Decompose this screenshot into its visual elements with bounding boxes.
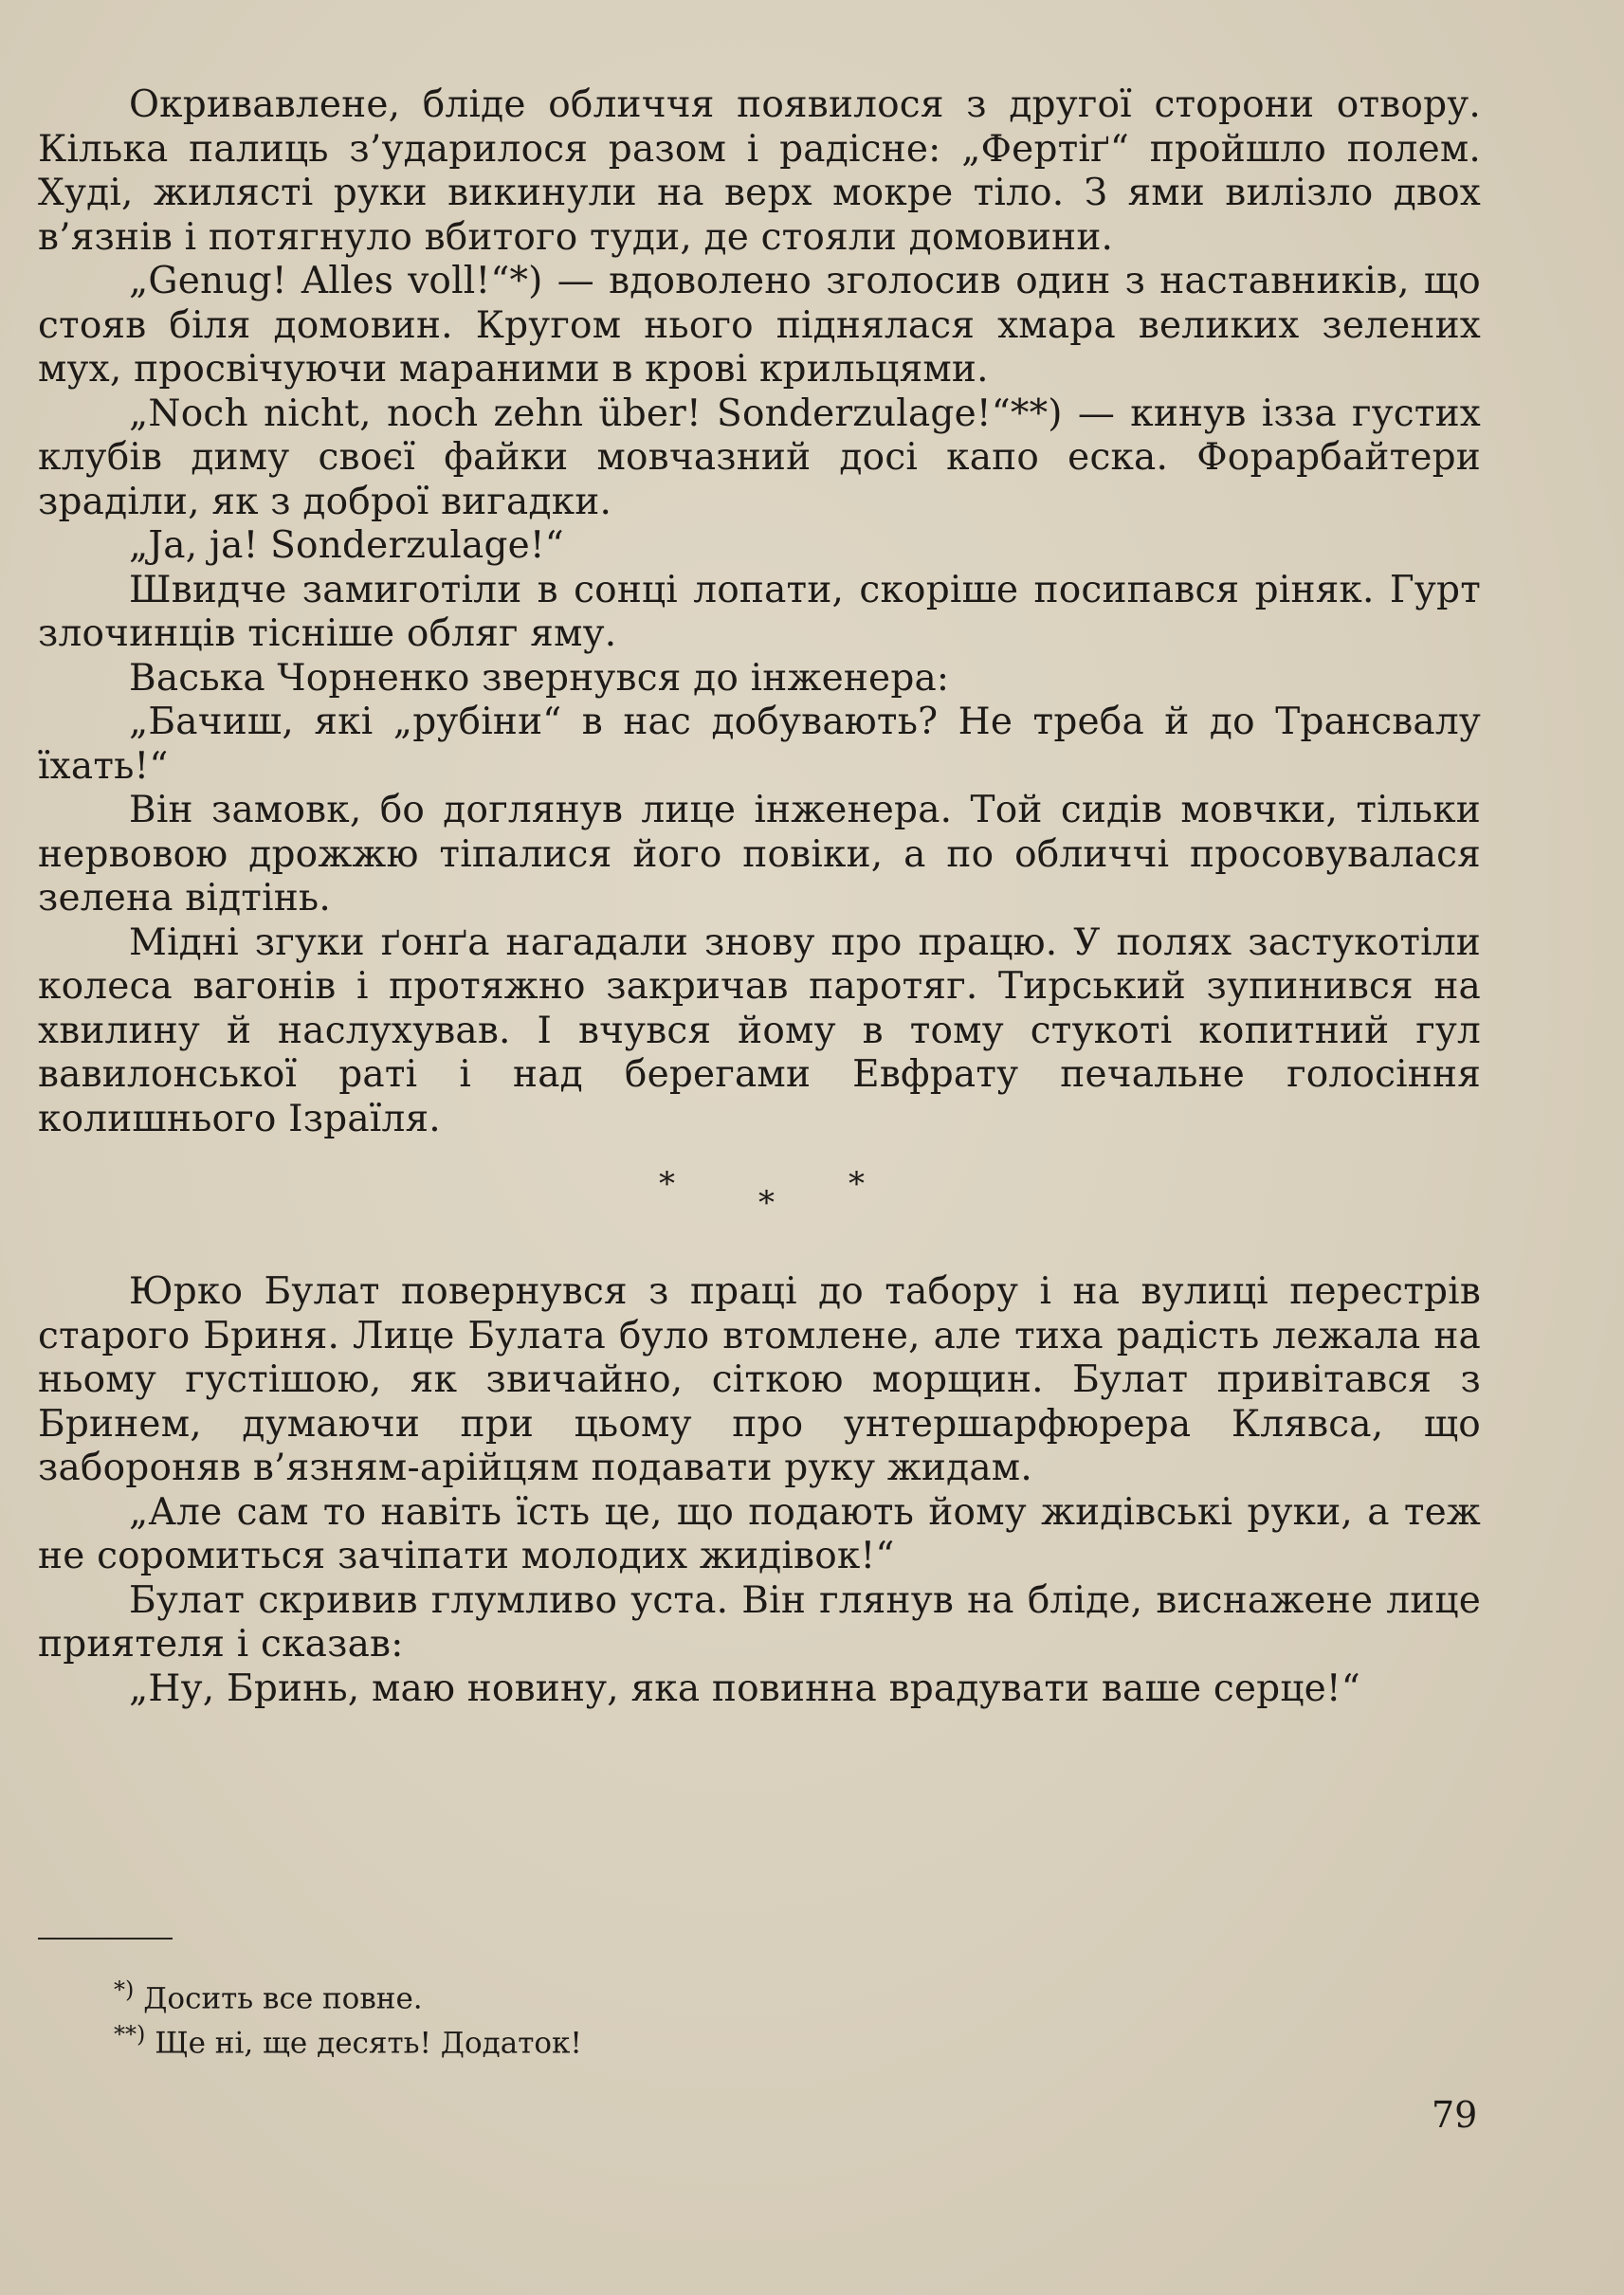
paragraph: „Ja, ja! Sonderzulage!“ (129, 524, 564, 567)
paragraph: „Але сам то навіть їсть це, що подають йому жидівські руки, а теж не соромиться зачіпати молодих жидівок!“ (38, 1490, 1481, 1577)
separator-star: * (659, 1165, 675, 1203)
separator-star: * (758, 1184, 775, 1222)
paragraph: Він замовк, бо доглянув лице інженера. Той сидів мовчки, тільки нервовою дрожжю тіпалися його повіки, а по обличчі просовувалася зелена відтінь. (38, 789, 1481, 920)
section-separator (38, 1141, 1481, 1270)
paragraph: „Ну, Бринь, маю новину, яка повинна врадувати ваше серце!“ (129, 1667, 1360, 1710)
paragraph: „Noch nicht, noch zehn über! Sonderzulage!“**) — кинув ізза густих клубів диму своєї файки мовчазний досі капо еска. Форарбайтери зраділи, як з доброї вигадки. (38, 392, 1481, 523)
footnotes (114, 1972, 967, 2062)
paragraph: Окривавлене, бліде обличчя появилося з другої сторони отвору. Кілька палиць з’ударилося разом і радісне: „Фертіґ“ пройшло полем. Худі, жилясті руки викинули на верх мокре тіло. З ями вилізло двох в’язнів і потягнуло вбитого туди, де стояли домовини. (38, 83, 1481, 259)
separator-star: * (848, 1165, 865, 1203)
paragraph: „Бачиш, які „рубіни“ в нас добувають? Не треба й до Трансвалу їхать!“ (38, 701, 1481, 788)
main-text (38, 83, 1481, 1711)
footnote (114, 2016, 967, 2061)
page-number: 79 (1432, 2094, 1478, 2136)
footnote-text: Ще ні, ще десять! Додаток! (155, 2026, 582, 2061)
paragraph: „Genug! Alles voll!“*) — вдоволено зголосив один з наставників, що стояв біля домовин. Кругом нього піднялася хмара великих зелених мух, просвічуючи мараними в крові крильцями. (38, 260, 1481, 391)
footnote-mark: *) (114, 1976, 135, 2003)
footnote-text: Досить все повне. (143, 1981, 423, 2016)
paragraph: Юрко Булат повернувся з праці до табору і на вулиці перестрів старого Бриня. Лице Булата було втомлене, але тиха радість лежала на ньому густішою, як звичайно, сіткою морщин. Булат привітався з Бринем, думаючи при цьому про унтершарфюрера Клявса, що забороняв в’язням-арійцям подавати руку жидам. (38, 1270, 1481, 1489)
paragraph: Васька Чорненко звернувся до інженера: (129, 656, 950, 700)
paragraph: Швидче замиготіли в сонці лопати, скоріше посипався ріняк. Гурт злочинців тісніше обляг яму. (38, 568, 1481, 655)
footnote-divider (38, 1938, 173, 1940)
paragraph: Булат скривив глумливо уста. Він глянув на бліде, виснажене лице приятеля і сказав: (38, 1578, 1481, 1666)
paragraph: Мідні згуки ґонґа нагадали знову про працю. У полях застукотіли колеса вагонів і протяжно закричав паротяг. Тирський зупинився на хвилину й наслухував. І вчувся йому в тому стукоті копитний гул вавилонської раті і над берегами Евфрату печальне голосіння колишнього Ізраїля. (38, 920, 1481, 1140)
footnote (114, 1972, 967, 2016)
footnote-mark: **) (114, 2021, 146, 2049)
